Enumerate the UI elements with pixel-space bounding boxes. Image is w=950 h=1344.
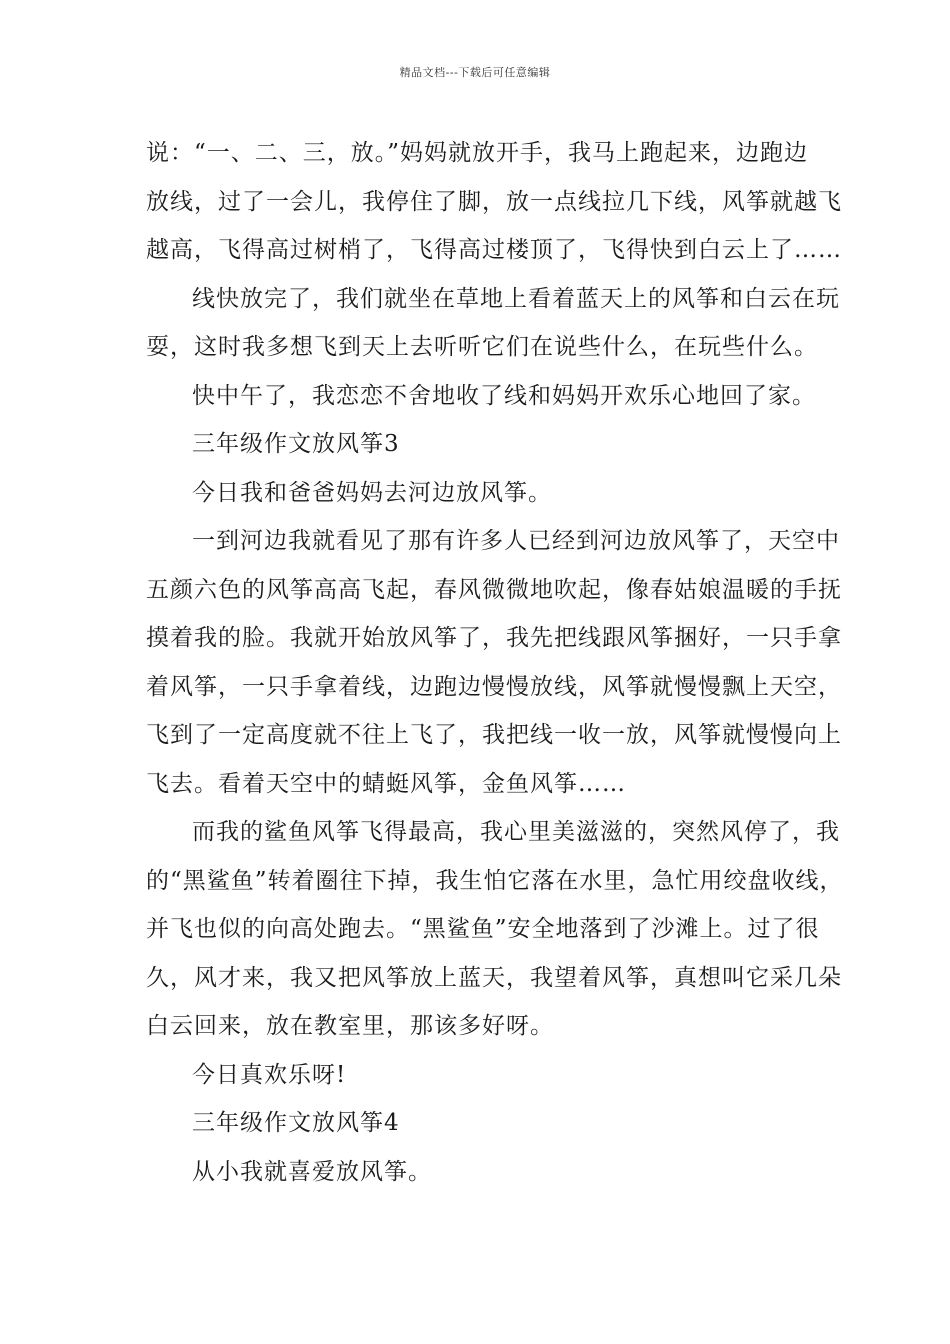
text-line: 的“黑鲨鱼”转着圈往下掉，我生怕它落在水里，急忙用绞盘收线， (146, 867, 844, 894)
text-line: 一到河边我就看见了那有许多人已经到河边放风筝了，天空中 (192, 528, 840, 554)
section-heading: 三年级作文放风筝3 (192, 431, 400, 457)
text-line: 今日真欢乐呀! (192, 1061, 347, 1088)
text-line: 越高，飞得高过树梢了，飞得高过楼顶了，飞得快到白云上了…… (146, 237, 842, 263)
text-line: 飞去。看着天空中的蜻蜓风筝，金鱼风筝…… (146, 770, 626, 797)
text-line: 久，风才来，我又把风筝放上蓝天，我望着风筝，真想叫它采几朵 (146, 964, 842, 991)
text-line: 今日我和爸爸妈妈去河边放风筝。 (192, 479, 552, 506)
text-line: 着风筝，一只手拿着线，边跑边慢慢放线，风筝就慢慢飘上天空， (146, 673, 842, 700)
text-line: 五颜六色的风筝高高飞起，春风微微地吹起，像春姑娘温暖的手抚 (146, 576, 842, 603)
text-line: 飞到了一定高度就不往上飞了，我把线一收一放，风筝就慢慢向上 (146, 722, 842, 748)
text-line: 白云回来，放在教室里，那该多好呀。 (146, 1013, 554, 1039)
text-line: 并飞也似的向高处跑去。“黑鲨鱼”安全地落到了沙滩上。过了很 (146, 916, 820, 942)
section-heading: 三年级作文放风筝4 (192, 1110, 400, 1136)
text-line: 说：“一、二、三，放。”妈妈就放开手，我马上跑起来，边跑边 (146, 140, 809, 166)
text-line: 从小我就喜爱放风筝。 (192, 1158, 432, 1185)
document-body (146, 133, 844, 1200)
page-header: 精品文档---下载后可任意编辑 (399, 66, 551, 79)
text-line: 而我的鲨鱼风筝飞得最高，我心里美滋滋的，突然风停了，我 (192, 819, 840, 845)
text-line: 耍，这时我多想飞到天上去听听它们在说些什么，在玩些什么。 (146, 334, 818, 360)
text-line: 摸着我的脸。我就开始放风筝了，我先把线跟风筝捆好，一只手拿 (146, 625, 842, 651)
text-line: 快中午了，我恋恋不舍地收了线和妈妈开欢乐心地回了家。 (192, 382, 816, 409)
text-line: 线快放完了，我们就坐在草地上看着蓝天上的风筝和白云在玩 (192, 285, 840, 312)
text-line: 放线，过了一会儿，我停住了脚，放一点线拉几下线，风筝就越飞 (146, 188, 842, 215)
